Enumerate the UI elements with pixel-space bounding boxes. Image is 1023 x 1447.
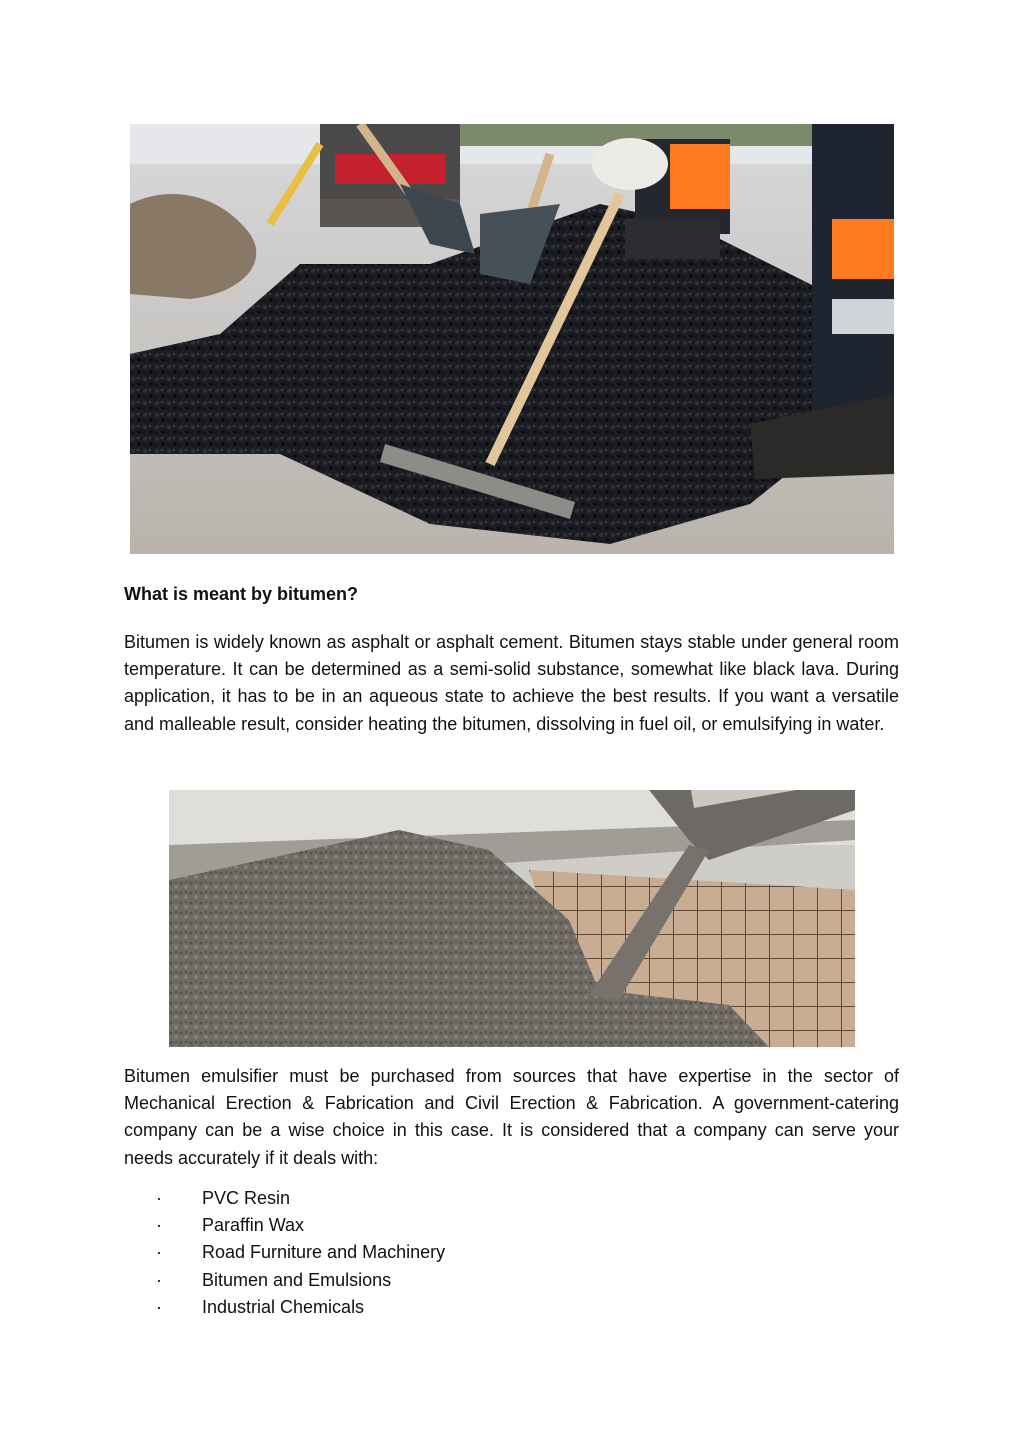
bullet-dot: ·	[156, 1296, 162, 1317]
concrete-photo-illustration	[169, 790, 855, 1047]
list-item-label: Industrial Chemicals	[202, 1296, 365, 1317]
list-item-label: PVC Resin	[202, 1188, 291, 1208]
list-item-label: Paraffin Wax	[202, 1215, 305, 1236]
asphalt-raking-photo	[130, 124, 894, 554]
intro-paragraph: Bitumen is widely known as asphalt or asphalt cement. Bitumen stays stable under general room temperature. It can be determined as a semi-solid substance, somewhat like black lava. During application, it has to be in an aqueous state to achieve the best results. If you want a versatile and malleable result, consider heating the bitumen, dissolving in fuel oil, or emulsifying in water.	[124, 632, 899, 734]
bullet-dot: ·	[156, 1269, 162, 1290]
concrete-pouring-photo	[169, 790, 855, 1047]
asphalt-photo-illustration	[130, 124, 894, 554]
supplier-paragraph: Bitumen emulsifier must be purchased from sources that have expertise in the sector of Mechanical Erection & Fabrication and Civil Erection & Fabrication. A government-catering company can be a wise choice in this case. It is considered that a company can serve your needs accurately if it deals with:	[124, 1066, 899, 1168]
bullet-dot: ·	[156, 1215, 162, 1236]
bullet-dot: ·	[156, 1242, 162, 1263]
bullet-dot: ·	[156, 1188, 162, 1208]
article-heading: What is meant by bitumen?	[124, 584, 359, 604]
list-item-label: Bitumen and Emulsions	[202, 1269, 392, 1290]
list-item-label: Road Furniture and Machinery	[202, 1242, 446, 1263]
